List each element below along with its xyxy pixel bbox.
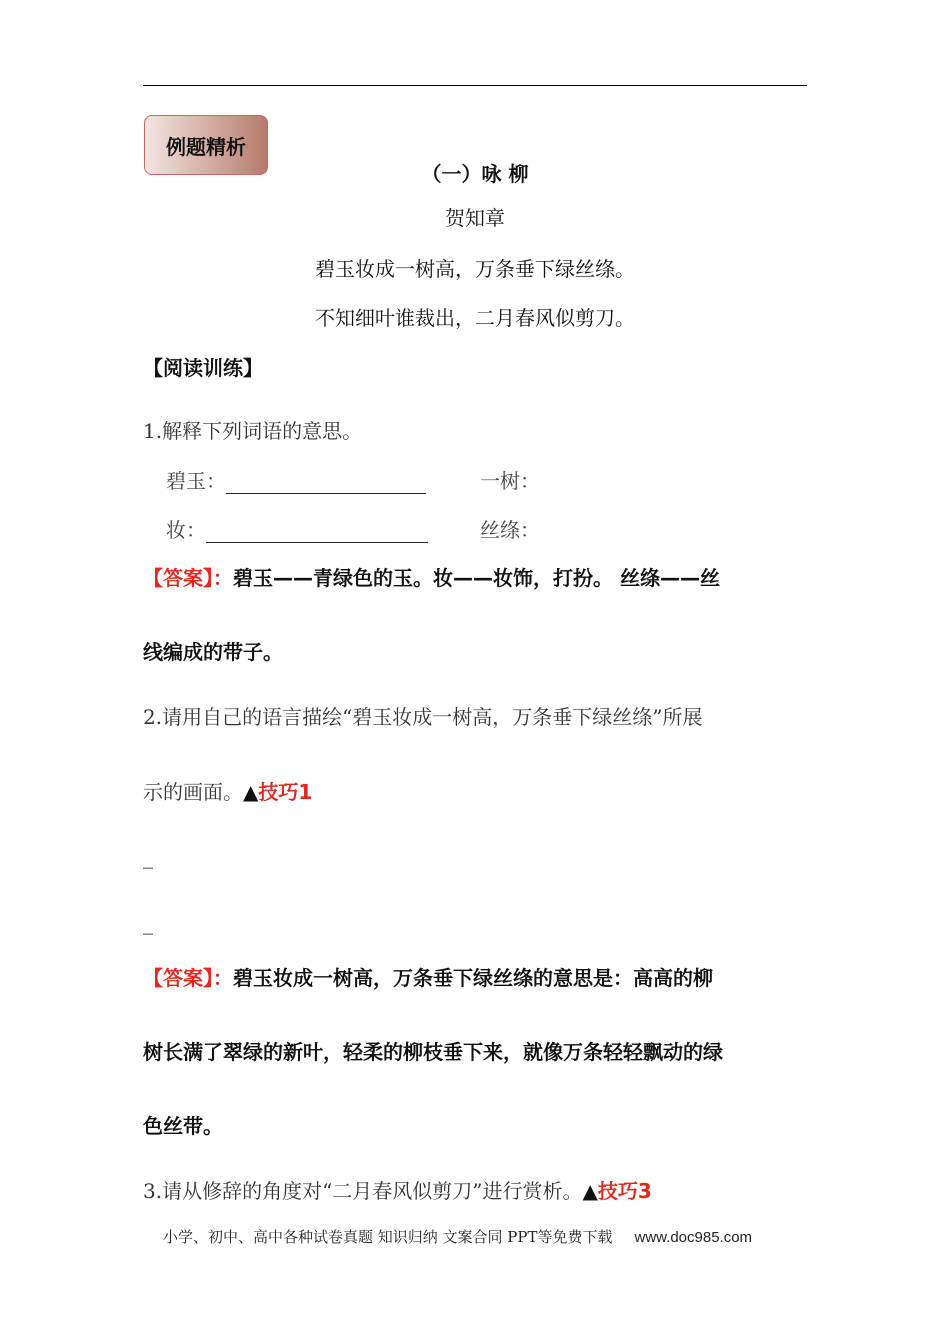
tip-label: 技巧1 [258,780,313,804]
blank-line: _ [143,845,153,869]
question-text: 3.请从修辞的角度对“二月春风似剪刀”进行赏析。 [143,1179,583,1203]
term-zhuang [166,514,428,543]
answer-blank[interactable] [206,520,428,543]
footer-link[interactable]: www.doc985.com [634,1229,753,1246]
answer-text: 碧玉妆成一树高，万条垂下绿丝绦的意思是：高高的柳 [233,966,713,990]
question-2-line-2 [143,776,312,805]
answer-text: 碧玉——青绿色的玉。妆——妆饰，打扮。 丝绦——丝 [233,566,720,590]
question-3 [143,1175,652,1204]
term-label: 碧玉： [166,469,226,493]
answer-2-line-3: 色丝带。 [143,1114,223,1138]
triangle-icon: ▲ [243,780,259,804]
triangle-icon: ▲ [582,1179,598,1203]
term-yishu: 一树： [480,469,540,493]
blank-line: _ [143,911,153,935]
term-sitao: 丝绦： [480,518,540,542]
answer-label: 【答案】： [143,966,233,990]
footer-text: 小学、初中、高中各种试卷真题 知识归纳 文案合同 PPT等免费下载 [163,1228,613,1246]
answer-2-line-1 [143,963,807,993]
poem-line-2: 不知细叶谁裁出，二月春风似剪刀。 [315,306,635,330]
header-rule [143,85,807,86]
answer-2-line-2: 树长满了翠绿的新叶，轻柔的柳枝垂下来，就像万条轻轻飘动的绿 [143,1040,723,1064]
footer [163,1226,752,1247]
answer-blank[interactable] [226,471,426,494]
poem-title: （一）咏 柳 [421,162,529,186]
answer-1-line-2: 线编成的带子。 [143,640,283,664]
answer-1-line-1 [143,563,807,593]
question-text: 示的画面。 [143,780,243,804]
question-1: 1.解释下列词语的意思。 [143,419,363,443]
tip-label: 技巧3 [597,1179,652,1203]
poem-line-1: 碧玉妆成一树高，万条垂下绿丝绦。 [315,257,635,281]
term-label: 妆： [166,518,206,542]
term-biyu [166,465,426,494]
poem-author: 贺知章 [445,206,505,230]
section-heading: 【阅读训练】 [143,356,263,380]
question-2-line-1: 2.请用自己的语言描绘“碧玉妆成一树高，万条垂下绿丝绦”所展 [143,705,703,729]
answer-label: 【答案】： [143,566,233,590]
example-badge: 例题精析 [144,115,268,175]
